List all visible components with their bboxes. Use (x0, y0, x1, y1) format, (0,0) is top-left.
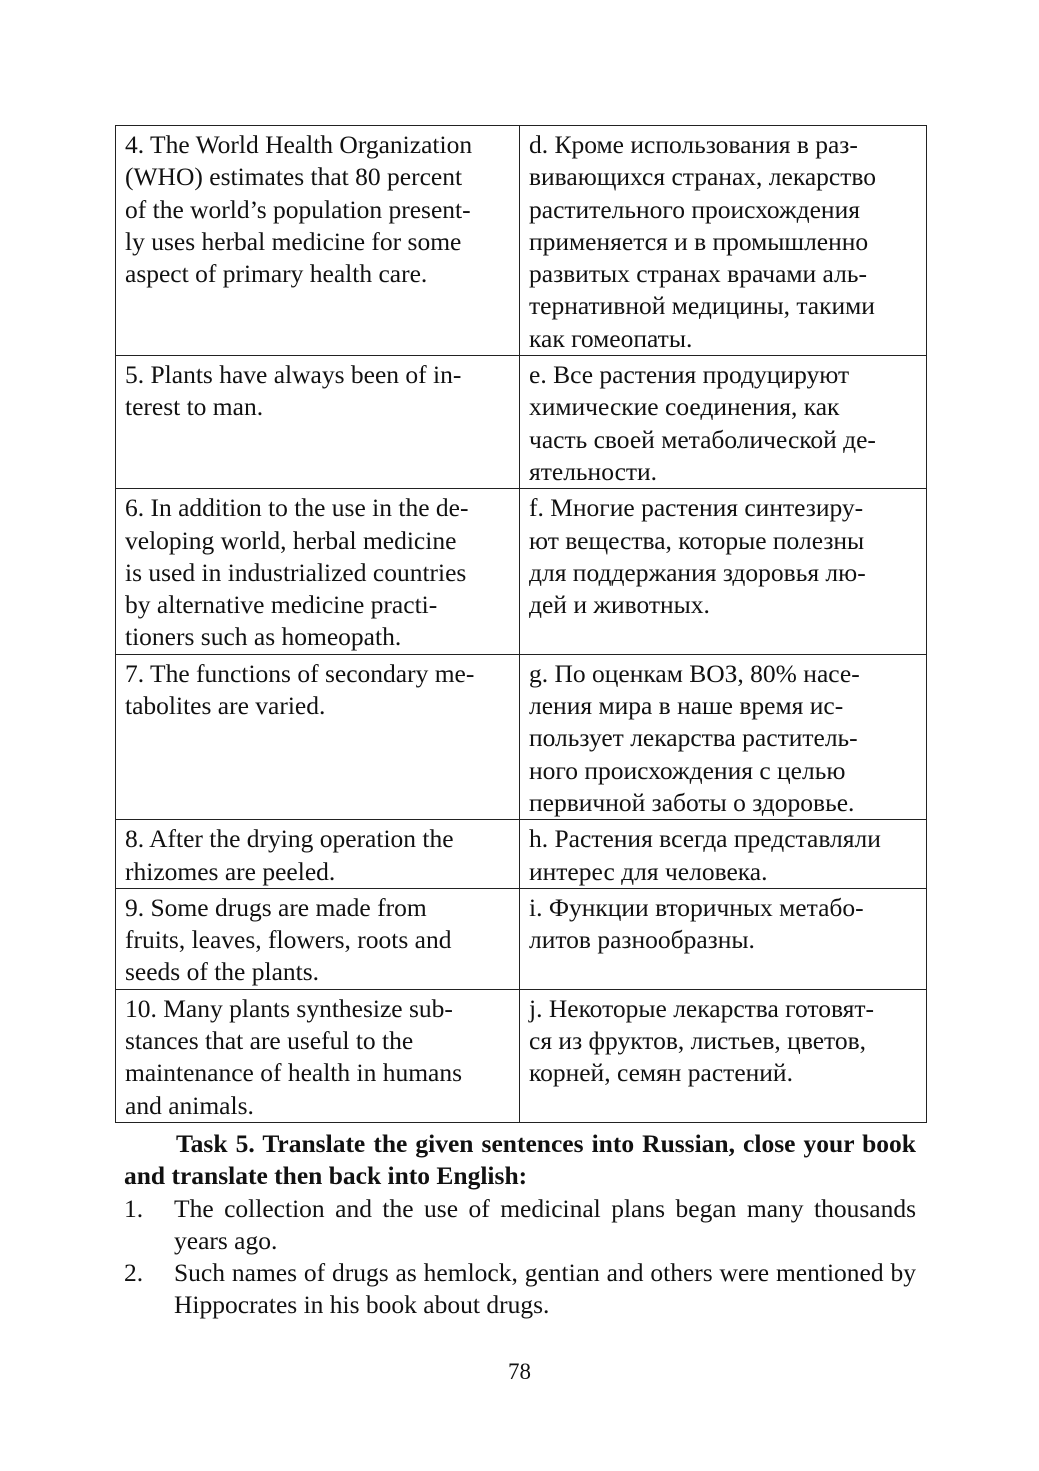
english-sentence-cell (116, 888, 520, 989)
table-row (116, 820, 927, 889)
russian-sentence: g. По оценкам ВОЗ, 80% насе- ления мира в наше время ис- пользует лекарства раститель- ного происхождения с целью первичной заботы о здоровье. (529, 658, 860, 817)
english-sentence: 5. Plants have always been of in- terest to man. (125, 360, 462, 422)
item-number: 2. (124, 1258, 144, 1288)
table-row (116, 489, 927, 654)
page-number: 78 (508, 1359, 531, 1384)
russian-sentence-cell (520, 126, 927, 356)
item-number: 1. (124, 1193, 144, 1223)
task-5-section (124, 1128, 916, 1322)
russian-sentence: i. Функции вторичных метабо- литов разнообразны. (529, 892, 864, 955)
english-sentence-cell (116, 356, 520, 489)
english-sentence: 9. Some drugs are made from fruits, leaves, flowers, roots and seeds of the plants. (125, 892, 452, 987)
english-sentence-cell (116, 989, 520, 1122)
russian-sentence-cell (520, 356, 927, 489)
table-row (116, 356, 927, 489)
english-sentence: 10. Many plants synthesize sub- stances that are useful to the maintenance of health in humans and animals. (125, 993, 463, 1120)
english-sentence-cell (116, 820, 520, 889)
list-item (124, 1257, 916, 1322)
russian-sentence-cell (520, 989, 927, 1122)
russian-sentence-cell (520, 654, 927, 819)
item-text: Such names of drugs as hemlock, gentian and others were mentioned by Hippocrates in his book about drugs. (174, 1258, 916, 1320)
english-sentence: 8. After the drying operation the rhizomes are peeled. (125, 824, 454, 886)
russian-sentence-cell (520, 888, 927, 989)
english-sentence: 4. The World Health Organization (WHO) estimates that 80 percent of the world’s population present- ly uses herbal medicine for some aspect of primary health care. (125, 130, 473, 289)
russian-sentence-cell (520, 820, 927, 889)
english-sentence-cell (116, 126, 520, 356)
table-row (116, 654, 927, 819)
table-row (116, 126, 927, 356)
russian-sentence-cell (520, 489, 927, 654)
russian-sentence: j. Некоторые лекарства готовят- ся из фруктов, листьев, цветов, корней, семян растений. (529, 993, 875, 1088)
english-sentence-cell (116, 489, 520, 654)
english-sentence: 7. The functions of secondary me- tabolites are varied. (125, 658, 475, 721)
russian-sentence: h. Растения всегда представляли интерес для человека. (529, 824, 881, 886)
table-row (116, 888, 927, 989)
english-sentence-cell (116, 654, 520, 819)
task-heading: Task 5. Translate the given sentences into Russian, close your book and translate then back into English: (124, 1129, 916, 1191)
russian-sentence: f. Многие растения синтезиру- ют вещества, которые полезны для поддержания здоровья лю- дей и животных. (529, 493, 866, 620)
matching-table (115, 125, 927, 1123)
sentence-list (124, 1193, 916, 1322)
russian-sentence: e. Все растения продуцируют химические соединения, как часть своей метаболической де- ятельности. (529, 360, 876, 486)
english-sentence: 6. In addition to the use in the de- veloping world, herbal medicine is used in industrialized countries by alternative medicine practi- tioners such as homeopath. (125, 493, 469, 652)
table-row (116, 989, 927, 1122)
item-text: The collection and the use of medicinal plans began many thousands years ago. (174, 1193, 916, 1255)
list-item (124, 1193, 916, 1258)
russian-sentence: d. Кроме использования в раз- вивающихся странах, лекарство растительного происхождения применяется и в промышленно развитых странах врачами аль- тернативной медицины, такими как гомеопаты. (529, 130, 876, 353)
